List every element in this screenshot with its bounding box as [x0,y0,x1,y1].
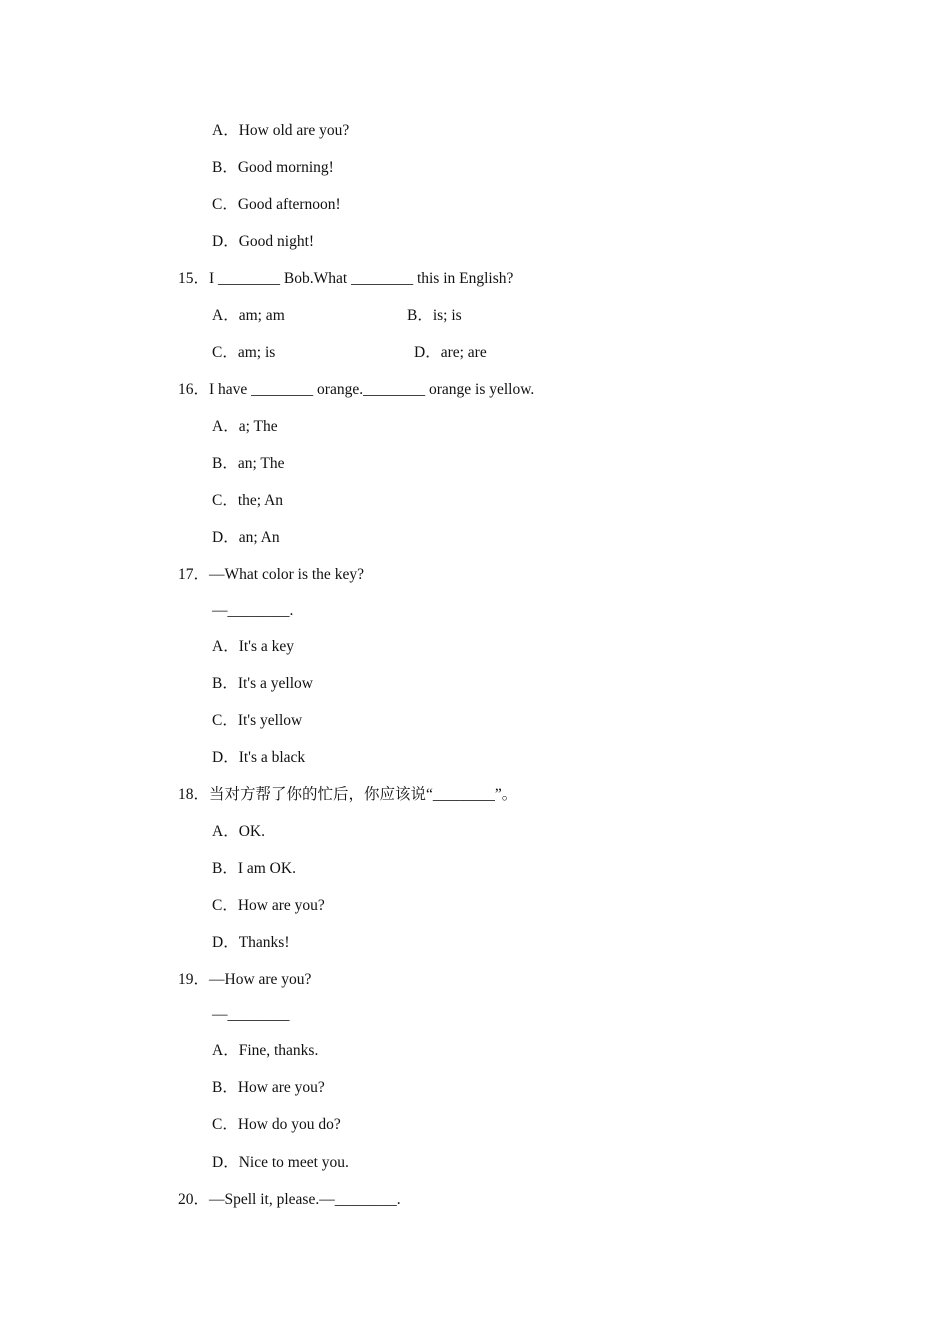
q19-reply-blank: —________ [212,1006,290,1023]
q15-option-c: C．am; is [212,344,276,361]
q16-option-a: A．a; The [212,418,278,435]
q15-option-d: D．are; are [414,344,487,361]
q14-option-a: A．How old are you? [212,122,350,139]
q18-option-c: C．How are you? [212,897,325,914]
q15-option-b: B．is; is [407,307,462,324]
q14-option-c: C．Good afternoon! [212,196,341,213]
q19-option-b: B．How are you? [212,1079,325,1096]
q19-option-a: A．Fine, thanks. [212,1042,319,1059]
q16-stem: 16．I have ________ orange.________ orange is yellow. [178,381,535,398]
q14-option-d: D．Good night! [212,233,315,250]
q14-option-b: B．Good morning! [212,159,334,176]
q17-option-d: D．It's a black [212,749,306,766]
q17-option-c: C．It's yellow [212,712,303,729]
q16-option-c: C．the; An [212,492,284,509]
q15-option-a: A．am; am [212,307,285,324]
q20-stem: 20．—Spell it, please.—________. [178,1191,401,1208]
q18-option-b: B．I am OK. [212,860,296,877]
q17-stem: 17．—What color is the key? [178,566,364,583]
q17-reply-blank: —________. [212,602,294,619]
q15-stem: 15．I ________ Bob.What ________ this in English? [178,270,514,287]
q19-option-d: D．Nice to meet you. [212,1154,349,1171]
q18-option-d: D．Thanks! [212,934,290,951]
q17-option-b: B．It's a yellow [212,675,313,692]
q17-option-a: A．It's a key [212,638,294,655]
q18-stem: 18．当对方帮了你的忙后，你应该说“________”。 [178,786,518,803]
q16-option-b: B．an; The [212,455,285,472]
q16-option-d: D．an; An [212,529,280,546]
q19-option-c: C．How do you do? [212,1116,341,1133]
q19-stem: 19．—How are you? [178,971,312,988]
q18-option-a: A．OK. [212,823,265,840]
